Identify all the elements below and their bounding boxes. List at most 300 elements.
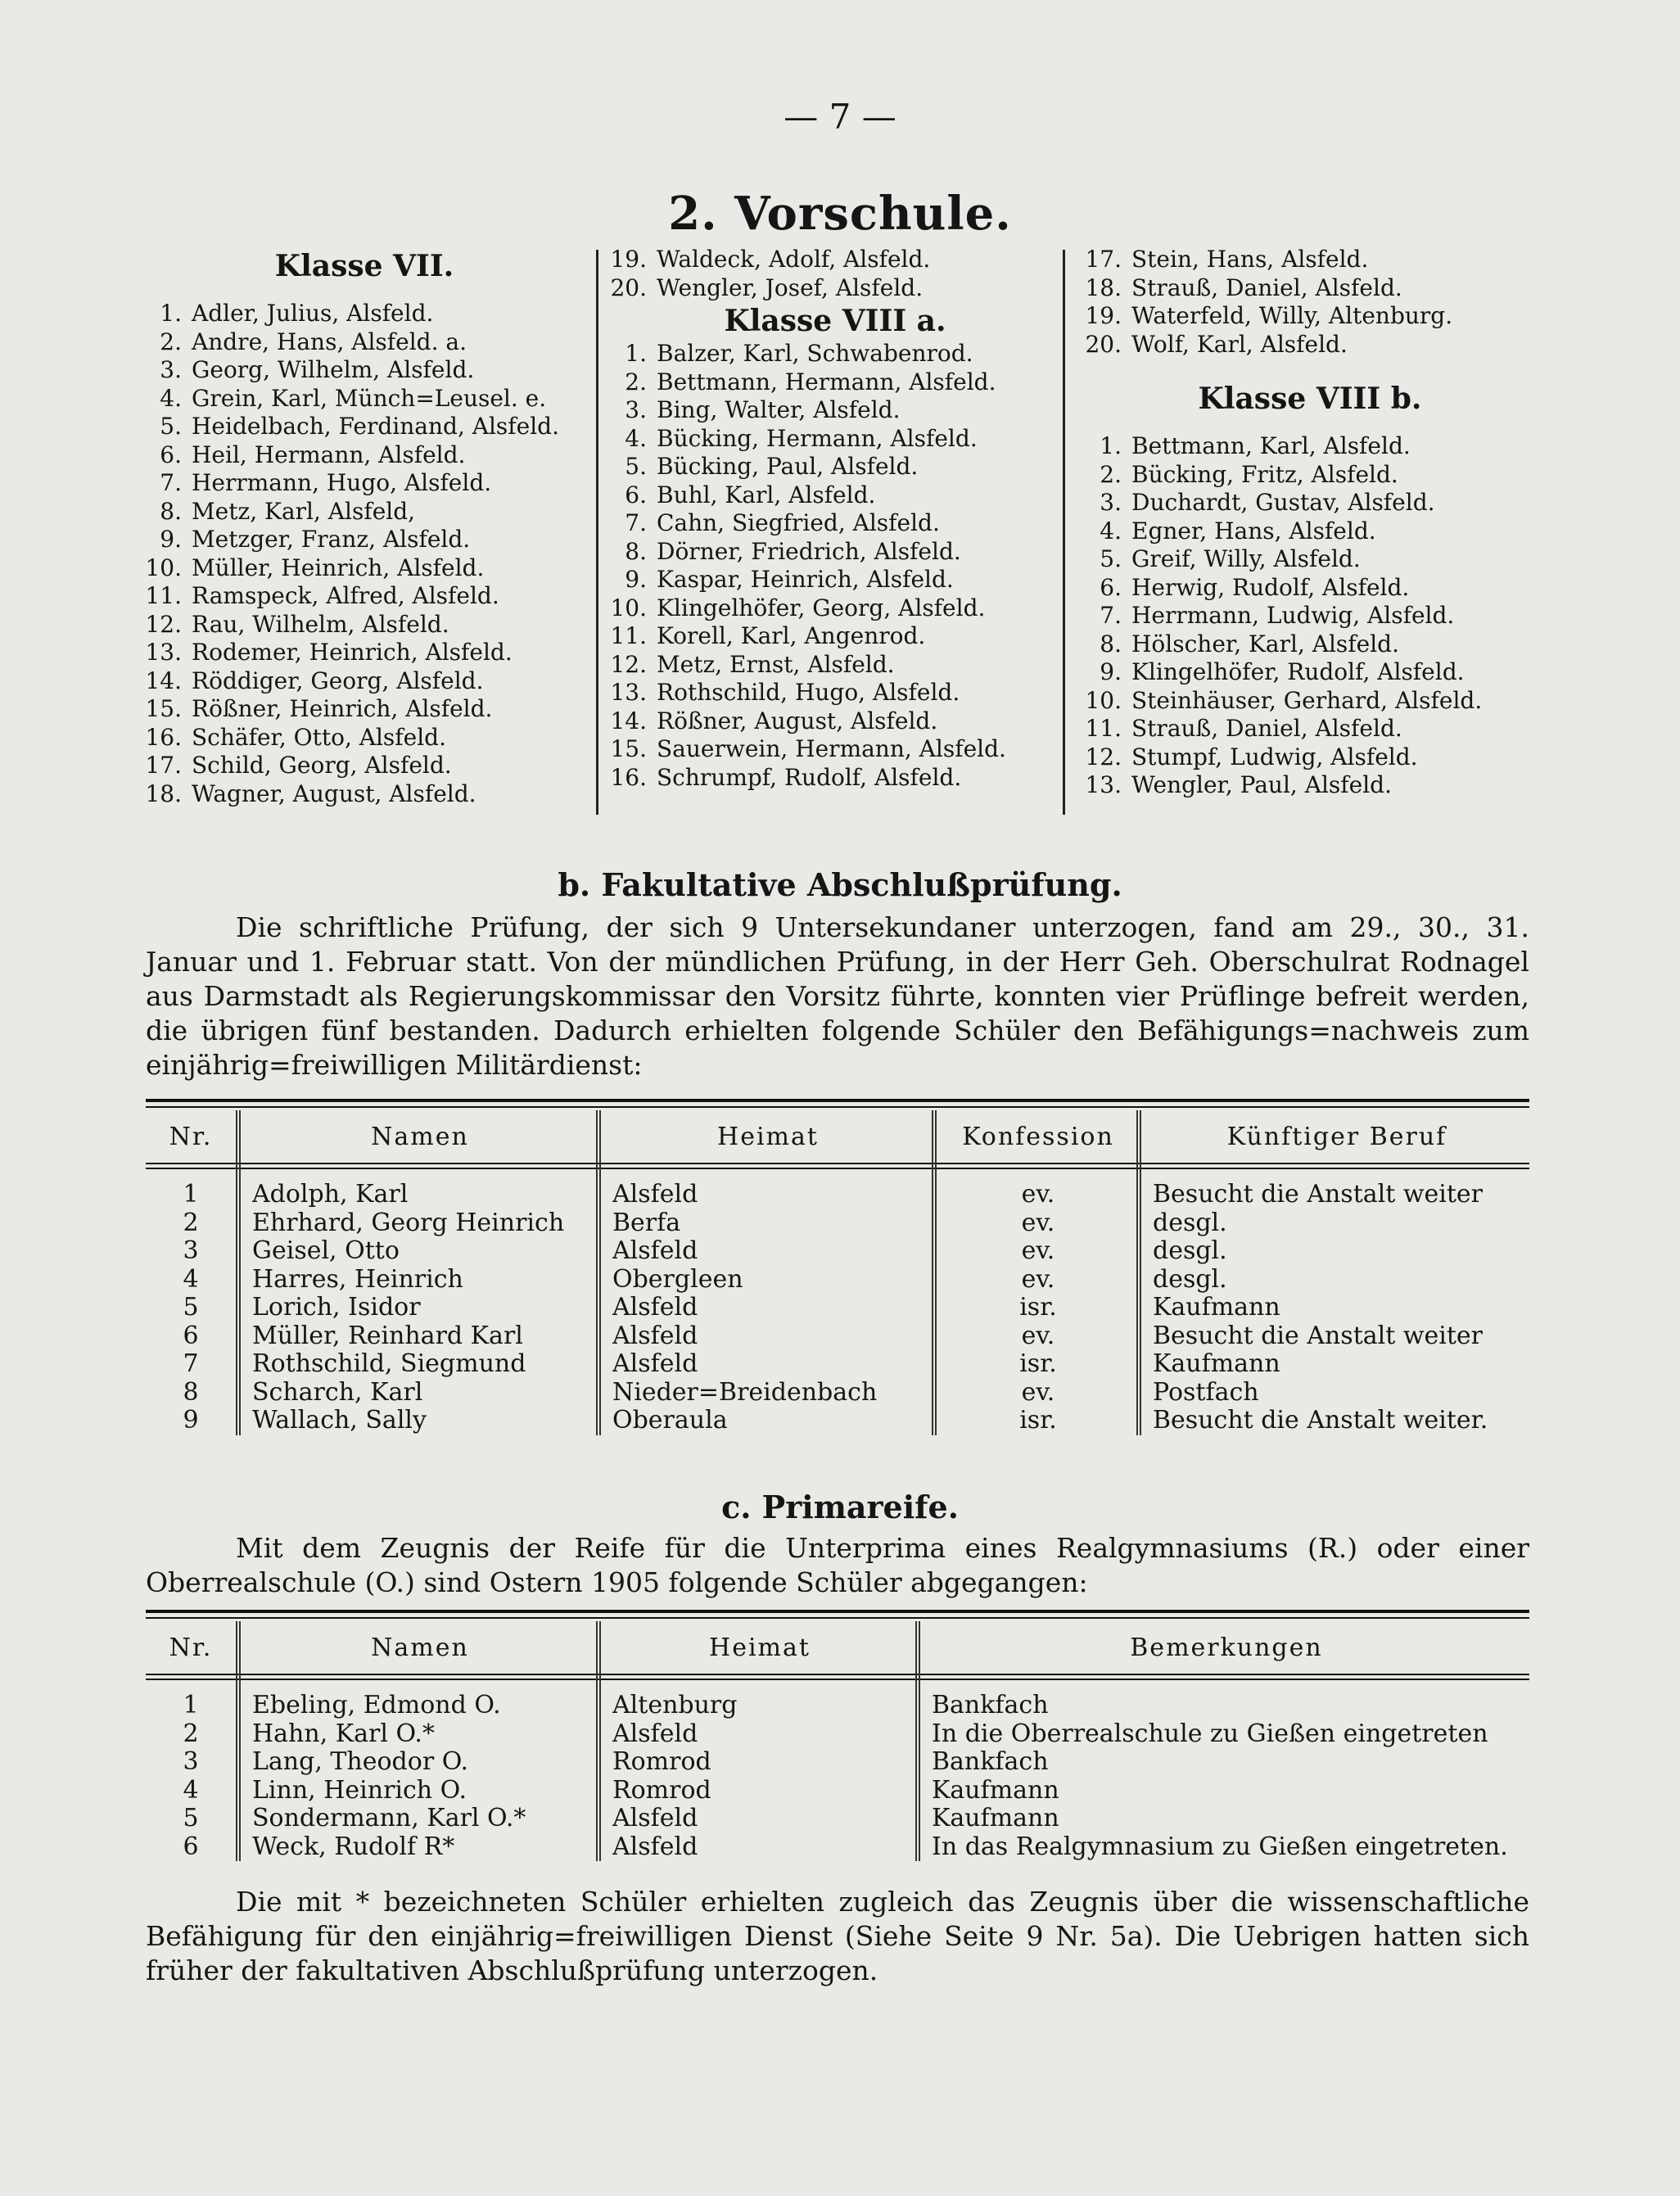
table-row — [146, 1748, 1529, 1777]
student-number: 15. — [145, 695, 182, 722]
table-cell: 7 — [183, 1350, 199, 1378]
student-name: Rößner, Heinrich, Alsfeld. — [192, 695, 493, 722]
column-separator — [596, 1621, 598, 1861]
table-cell: Weck, Rudolf R* — [252, 1832, 455, 1861]
table-cell: 3 — [183, 1237, 199, 1265]
table-cell: 2 — [183, 1209, 199, 1237]
student-number: 13. — [145, 639, 182, 666]
student-number: 11. — [1085, 715, 1122, 742]
student-name: Bettmann, Hermann, Alsfeld. — [657, 368, 996, 395]
student-number: 16. — [145, 723, 182, 751]
column-separator — [239, 1621, 241, 1861]
student-number: 1. — [1100, 432, 1122, 459]
column-header: Nr. — [169, 1633, 213, 1662]
student-number: 11. — [145, 582, 182, 609]
klasse-vii-heading: Klasse VII. — [274, 249, 454, 283]
table-cell: 2 — [183, 1719, 199, 1748]
student-entry — [1081, 331, 1539, 359]
column-separator — [599, 1110, 601, 1435]
student-name: Andre, Hans, Alsfeld. a. — [192, 328, 467, 355]
student-name: Bücking, Hermann, Alsfeld. — [657, 424, 978, 452]
table-cell: Alsfeld — [612, 1832, 698, 1861]
table-row — [146, 1805, 1529, 1833]
student-name: Herrmann, Hugo, Alsfeld. — [192, 469, 492, 496]
column-separator — [239, 1110, 241, 1435]
table-cell: Lang, Theodor O. — [252, 1748, 469, 1776]
table-row — [146, 1350, 1529, 1379]
table-cell: Adolph, Karl — [252, 1181, 409, 1209]
student-number: 17. — [145, 752, 182, 779]
student-number: 17. — [1085, 246, 1122, 273]
section-c-heading: c. Primareife. — [721, 1489, 959, 1525]
student-number: 15. — [610, 735, 647, 762]
student-entry — [139, 328, 589, 357]
student-name: Strauß, Daniel, Alsfeld. — [1131, 715, 1402, 742]
table-cell: desgl. — [1153, 1209, 1227, 1237]
table-row — [146, 1407, 1529, 1435]
student-entry — [139, 752, 589, 780]
student-entry — [139, 695, 589, 724]
student-name: Schäfer, Otto, Alsfeld. — [192, 723, 447, 751]
student-number: 7. — [1100, 602, 1122, 629]
student-entry — [1081, 489, 1539, 517]
student-name: Rößner, August, Alsfeld. — [657, 707, 938, 734]
student-name: Adler, Julius, Alsfeld. — [192, 300, 434, 327]
student-entry — [139, 526, 589, 554]
student-entry — [139, 724, 589, 752]
student-number: 20. — [1085, 330, 1122, 358]
table-cell: 4 — [183, 1776, 199, 1805]
student-entry — [606, 538, 1064, 567]
student-entry — [1081, 687, 1539, 716]
table-cell: 6 — [183, 1832, 199, 1861]
table-header-row — [146, 1117, 1529, 1158]
student-number: 2. — [160, 328, 182, 355]
column-header: Namen — [371, 1123, 469, 1151]
student-name: Waldeck, Adolf, Alsfeld. — [657, 246, 931, 273]
student-name: Metz, Ernst, Alsfeld. — [657, 650, 895, 678]
klasse-viiia-continued-list-2 — [1081, 246, 1539, 359]
student-entry — [139, 667, 589, 696]
section-c-paragraph — [146, 1531, 1529, 1600]
section-title: 2. Vorschule. — [668, 187, 1012, 241]
table-row — [146, 1266, 1529, 1295]
table-cell: Besucht die Anstalt weiter. — [1153, 1407, 1488, 1435]
column-klasse-vii — [139, 246, 589, 808]
student-entry — [139, 582, 589, 611]
student-entry — [606, 764, 1064, 793]
student-name: Wengler, Josef, Alsfeld. — [657, 273, 924, 301]
table-row — [146, 1720, 1529, 1749]
student-entry — [1081, 545, 1539, 574]
page-number: — 7 — — [784, 97, 896, 137]
table-rule — [146, 1168, 1529, 1169]
column-separator — [1136, 1110, 1138, 1435]
student-name: Balzer, Karl, Schwabenrod. — [657, 340, 973, 367]
student-entry — [606, 340, 1064, 368]
table-cell: Alsfeld — [612, 1719, 698, 1748]
student-name: Heidelbach, Ferdinand, Alsfeld. — [192, 413, 559, 440]
column-header: Namen — [371, 1633, 469, 1662]
student-name: Herwig, Rudolf, Alsfeld. — [1131, 573, 1410, 601]
student-number: 2. — [625, 368, 647, 395]
student-name: Egner, Hans, Alsfeld. — [1131, 517, 1376, 544]
column-separator — [596, 1110, 598, 1435]
section-b-heading: b. Fakultative Abschlußprüfung. — [558, 866, 1122, 903]
table-cell: Obergleen — [612, 1265, 743, 1294]
student-entry — [606, 707, 1064, 736]
student-name: Dörner, Friedrich, Alsfeld. — [657, 537, 961, 565]
student-number: 4. — [160, 384, 182, 412]
student-number: 18. — [1085, 273, 1122, 301]
table-cell: Ehrhard, Georg Heinrich — [252, 1209, 565, 1237]
column-separator — [932, 1110, 933, 1435]
table-cell: In die Oberrealschule zu Gießen eingetreten — [932, 1719, 1488, 1748]
klasse-viiib-heading: Klasse VIII b. — [1198, 382, 1422, 416]
column-header: Konfession — [962, 1123, 1114, 1151]
table-row — [146, 1833, 1529, 1862]
student-name: Bing, Walter, Alsfeld. — [657, 396, 901, 423]
student-name: Rothschild, Hugo, Alsfeld. — [657, 679, 960, 706]
table-row — [146, 1777, 1529, 1805]
klasse-viiia-list — [606, 340, 1064, 792]
student-entry — [606, 368, 1064, 397]
student-entry — [1081, 743, 1539, 772]
table-row — [146, 1181, 1529, 1209]
student-entry — [1081, 302, 1539, 331]
klasse-viiia-heading: Klasse VIII a. — [724, 304, 946, 338]
footnote-text: Die mit * bezeichneten Schüler erhielten zugleich das Zeugnis über die wissenschaftliche Befähigung für den einjährig=freiwilligen Dienst (Siehe Seite 9 Nr. 5a). Die Uebrigen hatten sich früher der fakultativen Abschlußprüfung unterzogen. — [146, 1886, 1529, 1986]
student-name: Metz, Karl, Alsfeld, — [192, 497, 416, 525]
student-number: 7. — [625, 509, 647, 536]
student-number: 3. — [625, 396, 647, 423]
table-cell: 9 — [183, 1407, 199, 1435]
table-cell: 3 — [183, 1748, 199, 1776]
student-entry — [139, 413, 589, 441]
student-entry — [606, 453, 1064, 481]
student-entry — [139, 639, 589, 667]
student-number: 10. — [1085, 686, 1122, 714]
table-cell: Geisel, Otto — [252, 1237, 400, 1265]
table-cell: Kaufmann — [1153, 1350, 1280, 1378]
table-cell: Rothschild, Siegmund — [252, 1350, 526, 1378]
section-b-paragraph — [146, 910, 1529, 1082]
student-entry — [606, 622, 1064, 651]
student-entry — [139, 498, 589, 526]
student-number: 9. — [1100, 658, 1122, 685]
student-name: Röddiger, Georg, Alsfeld. — [192, 666, 484, 694]
table-cell: ev. — [1021, 1322, 1055, 1350]
table-cell: Nieder=Breidenbach — [612, 1378, 878, 1407]
student-name: Bücking, Paul, Alsfeld. — [657, 453, 919, 480]
student-number: 9. — [160, 526, 182, 553]
student-number: 13. — [1085, 771, 1122, 798]
column-header: Bemerkungen — [1130, 1633, 1323, 1662]
student-name: Müller, Heinrich, Alsfeld. — [192, 554, 485, 581]
student-entry — [1081, 630, 1539, 659]
table-cell: Kaufmann — [932, 1805, 1059, 1832]
student-name: Waterfeld, Willy, Altenburg. — [1131, 302, 1453, 329]
table-cell: desgl. — [1153, 1265, 1227, 1294]
table-cell: Ebeling, Edmond O. — [252, 1692, 501, 1719]
column-header: Heimat — [709, 1633, 811, 1662]
student-number: 1. — [160, 300, 182, 327]
student-number: 4. — [625, 424, 647, 452]
column-separator — [236, 1110, 237, 1435]
column-separator — [915, 1621, 917, 1861]
table-cell: 1 — [183, 1181, 199, 1209]
klasse-vii-list — [139, 300, 589, 808]
column-header: Nr. — [169, 1123, 213, 1151]
table-cell: Oberaula — [612, 1407, 728, 1435]
student-entry — [139, 300, 589, 328]
student-number: 3. — [1100, 489, 1122, 516]
klasse-viiib-list — [1081, 432, 1539, 800]
student-name: Korell, Karl, Angenrod. — [657, 622, 926, 649]
table-cell: Sondermann, Karl O.* — [252, 1805, 526, 1832]
student-entry — [606, 594, 1064, 623]
table-cell: isr. — [1019, 1294, 1057, 1322]
student-number: 6. — [625, 481, 647, 508]
table-row — [146, 1237, 1529, 1266]
column-klasse-viiia — [606, 246, 1064, 792]
student-number: 8. — [1100, 630, 1122, 657]
student-number: 8. — [625, 537, 647, 565]
student-number: 6. — [1100, 573, 1122, 601]
table-cell: Wallach, Sally — [252, 1407, 427, 1435]
student-name: Rau, Wilhelm, Alsfeld. — [192, 610, 449, 638]
table-cell: Linn, Heinrich O. — [252, 1776, 467, 1805]
table-cell: ev. — [1021, 1209, 1055, 1237]
table-row — [146, 1379, 1529, 1408]
table-cell: Alsfeld — [612, 1322, 698, 1350]
footnote-paragraph — [146, 1885, 1529, 1988]
student-number: 16. — [610, 763, 647, 791]
table-cell: Berfa — [612, 1209, 681, 1237]
student-entry — [606, 246, 1064, 274]
column-header: Künftiger Beruf — [1226, 1123, 1447, 1151]
table-cell: Postfach — [1153, 1378, 1259, 1407]
student-name: Hölscher, Karl, Alsfeld. — [1131, 630, 1400, 657]
table-cell: Bankfach — [932, 1692, 1049, 1719]
student-name: Greif, Willy, Alsfeld. — [1131, 545, 1361, 572]
table-cell: Alsfeld — [612, 1237, 698, 1265]
student-entry — [1081, 715, 1539, 743]
table-row — [146, 1692, 1529, 1720]
student-name: Steinhäuser, Gerhard, Alsfeld. — [1131, 686, 1483, 714]
column-klasse-viiib — [1081, 246, 1539, 800]
table-rule — [146, 1099, 1529, 1102]
student-entry — [139, 554, 589, 583]
table-cell: Bankfach — [932, 1748, 1049, 1776]
column-separator — [919, 1621, 920, 1861]
table-cell: Harres, Heinrich — [252, 1265, 463, 1294]
table-cell: Romrod — [612, 1748, 711, 1776]
student-name: Duchardt, Gustav, Alsfeld. — [1131, 489, 1435, 516]
student-number: 5. — [1100, 545, 1122, 572]
table-cell: Kaufmann — [1153, 1294, 1280, 1322]
table-cell: Alsfeld — [612, 1350, 698, 1378]
student-number: 14. — [610, 707, 647, 734]
student-entry — [606, 566, 1064, 594]
table-cell: 8 — [183, 1378, 199, 1407]
table-cell: Besucht die Anstalt weiter — [1153, 1181, 1484, 1209]
student-number: 12. — [1085, 743, 1122, 770]
student-number: 4. — [1100, 517, 1122, 544]
column-separator — [1140, 1110, 1141, 1435]
table-row — [146, 1322, 1529, 1351]
abschluss-table — [146, 1099, 1529, 1451]
student-name: Schrumpf, Rudolf, Alsfeld. — [657, 763, 962, 791]
student-name: Wengler, Paul, Alsfeld. — [1131, 771, 1392, 798]
table-cell: Kaufmann — [932, 1776, 1059, 1805]
student-name: Bücking, Fritz, Alsfeld. — [1131, 460, 1398, 488]
student-name: Bettmann, Karl, Alsfeld. — [1131, 432, 1411, 459]
student-entry — [606, 274, 1064, 303]
student-number: 19. — [610, 246, 647, 273]
table-cell: 5 — [183, 1294, 199, 1322]
student-entry — [139, 356, 589, 385]
student-number: 6. — [160, 441, 182, 468]
table-cell: Alsfeld — [612, 1294, 698, 1322]
klasse-viiia-continued-list — [606, 246, 1064, 302]
student-entry — [1081, 771, 1539, 800]
student-name: Metzger, Franz, Alsfeld. — [192, 526, 471, 553]
student-entry — [139, 441, 589, 470]
student-number: 18. — [145, 779, 182, 807]
student-number: 3. — [160, 356, 182, 383]
table-row — [146, 1294, 1529, 1322]
table-cell: ev. — [1021, 1265, 1055, 1294]
table-cell: Romrod — [612, 1776, 711, 1805]
student-number: 10. — [145, 554, 182, 581]
student-name: Buhl, Karl, Alsfeld. — [657, 481, 876, 508]
table-rule — [146, 1106, 1529, 1108]
table-cell: Müller, Reinhard Karl — [252, 1322, 523, 1350]
student-name: Wolf, Karl, Alsfeld. — [1131, 330, 1348, 358]
student-name: Rodemer, Heinrich, Alsfeld. — [192, 639, 513, 666]
student-name: Sauerwein, Hermann, Alsfeld. — [657, 735, 1006, 762]
student-number: 14. — [145, 666, 182, 694]
student-name: Schild, Georg, Alsfeld. — [192, 752, 452, 779]
student-number: 2. — [1100, 460, 1122, 488]
student-entry — [606, 735, 1064, 764]
student-entry — [1081, 602, 1539, 630]
primareife-table — [146, 1610, 1529, 1880]
student-entry — [1081, 246, 1539, 274]
table-cell: ev. — [1021, 1181, 1055, 1209]
table-cell: Altenburg — [612, 1692, 738, 1719]
table-rule — [146, 1679, 1529, 1680]
student-number: 5. — [625, 453, 647, 480]
column-separator — [935, 1110, 937, 1435]
student-entry — [1081, 574, 1539, 603]
student-name: Cahn, Siegfried, Alsfeld. — [657, 509, 940, 536]
table-cell: Scharch, Karl — [252, 1378, 423, 1407]
table-cell: In das Realgymnasium zu Gießen eingetreten. — [932, 1832, 1508, 1861]
section-b-text: Die schriftliche Prüfung, der sich 9 Untersekundaner unterzogen, fand am 29., 30., 31. Januar und 1. Februar statt. Von der mündlichen Prüfung, in der Herr Geh. Oberschulrat Rodnagel aus Darmstadt als Regierungskommissar den Vorsitz führte, konnten vier Prüflinge befreit werden, die übrigen fünf bestanden. Dadurch erhielten folgende Schüler den Befähigungs=nachweis zum einjährig=freiwilligen Militärdienst: — [146, 911, 1529, 1081]
student-name: Ramspeck, Alfred, Alsfeld. — [192, 582, 499, 609]
column-divider — [596, 250, 598, 815]
student-name: Georg, Wilhelm, Alsfeld. — [192, 356, 475, 383]
column-separator — [599, 1621, 601, 1861]
student-number: 20. — [610, 273, 647, 301]
table-cell: isr. — [1019, 1407, 1057, 1435]
student-entry — [606, 425, 1064, 454]
student-number: 8. — [160, 497, 182, 525]
column-separator — [236, 1621, 237, 1861]
table-cell: 6 — [183, 1322, 199, 1350]
section-c-text: Mit dem Zeugnis der Reife für die Unterprima eines Realgymnasiums (R.) oder einer Oberrealschule (O.) sind Ostern 1905 folgende Schüler abgegangen: — [146, 1532, 1529, 1598]
table-rule — [146, 1674, 1529, 1675]
table-row — [146, 1209, 1529, 1238]
student-entry — [1081, 461, 1539, 490]
student-name: Wagner, August, Alsfeld. — [192, 779, 476, 807]
student-entry — [606, 481, 1064, 510]
table-cell: 4 — [183, 1265, 199, 1294]
table-cell: ev. — [1021, 1237, 1055, 1265]
student-number: 5. — [160, 413, 182, 440]
table-cell: Alsfeld — [612, 1805, 698, 1832]
student-number: 11. — [610, 622, 647, 649]
student-number: 12. — [610, 650, 647, 678]
student-entry — [139, 611, 589, 639]
table-cell: Besucht die Anstalt weiter — [1153, 1322, 1484, 1350]
table-header-row — [146, 1628, 1529, 1669]
student-number: 13. — [610, 679, 647, 706]
table-cell: desgl. — [1153, 1237, 1227, 1265]
column-header: Heimat — [717, 1123, 819, 1151]
student-entry — [1081, 432, 1539, 461]
student-entry — [139, 469, 589, 498]
student-number: 7. — [160, 469, 182, 496]
student-name: Klingelhöfer, Georg, Alsfeld. — [657, 594, 986, 621]
student-name: Kaspar, Heinrich, Alsfeld. — [657, 566, 954, 593]
table-cell: Hahn, Karl O.* — [252, 1719, 435, 1748]
table-cell: isr. — [1019, 1350, 1057, 1378]
student-entry — [139, 780, 589, 809]
student-entry — [1081, 658, 1539, 687]
student-number: 10. — [610, 594, 647, 621]
student-name: Heil, Hermann, Alsfeld. — [192, 441, 466, 468]
student-name: Klingelhöfer, Rudolf, Alsfeld. — [1131, 658, 1465, 685]
student-name: Grein, Karl, Münch=Leusel. e. — [192, 384, 547, 412]
student-name: Stein, Hans, Alsfeld. — [1131, 246, 1369, 273]
student-entry — [606, 651, 1064, 680]
student-entry — [606, 679, 1064, 707]
table-cell: 1 — [183, 1692, 199, 1719]
student-name: Strauß, Daniel, Alsfeld. — [1131, 273, 1402, 301]
student-number: 12. — [145, 610, 182, 638]
table-rule — [146, 1617, 1529, 1619]
student-entry — [1081, 517, 1539, 546]
table-rule — [146, 1163, 1529, 1164]
student-name: Herrmann, Ludwig, Alsfeld. — [1131, 602, 1455, 629]
table-cell: 5 — [183, 1805, 199, 1832]
student-entry — [606, 396, 1064, 425]
student-number: 1. — [625, 340, 647, 367]
student-number: 19. — [1085, 302, 1122, 329]
student-entry — [1081, 274, 1539, 303]
student-entry — [139, 385, 589, 413]
table-rule — [146, 1610, 1529, 1613]
table-cell: ev. — [1021, 1378, 1055, 1407]
table-cell: Lorich, Isidor — [252, 1294, 421, 1322]
student-number: 9. — [625, 566, 647, 593]
student-entry — [606, 509, 1064, 538]
table-cell: Alsfeld — [612, 1181, 698, 1209]
student-name: Stumpf, Ludwig, Alsfeld. — [1131, 743, 1418, 770]
